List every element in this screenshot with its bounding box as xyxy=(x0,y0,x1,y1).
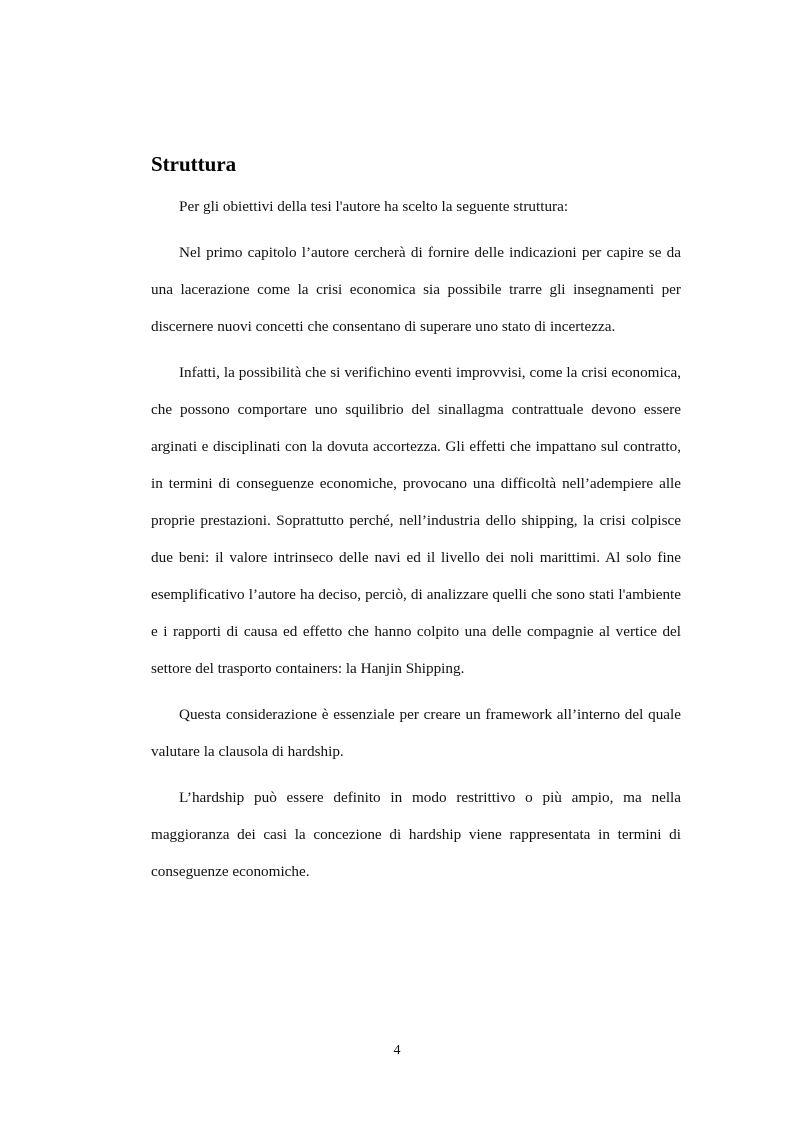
page-number: 4 xyxy=(393,1043,401,1058)
paragraph-first-chapter: Nel primo capitolo l’autore cercherà di fornire delle indicazioni per capire se da una lacerazione come la crisi economica sia possibile trarre gli insegnamenti per discernere nuovi concetti che consentano di superare uno stato di incertezza. xyxy=(151,244,681,335)
body-text xyxy=(151,188,681,890)
paragraph-intro: Per gli obiettivi della tesi l'autore ha scelto la seguente struttura: xyxy=(179,198,569,215)
paragraph-infatti: Infatti, la possibilità che si verifichino eventi improvvisi, come la crisi economica, che possono comportare uno squilibrio del sinallagma contrattuale devono essere arginati e disciplinati con la dovuta accortezza. Gli effetti che impattano sul contratto, in termini di conseguenze economiche, provocano una difficoltà nell’adempiere alle proprie prestazioni. Soprattutto perché, nell’industria dello shipping, la crisi colpisce due beni: il valore intrinseco delle navi ed il livello dei noli marittimi. Al solo fine esemplificativo l’autore ha deciso, perciò, di analizzare quelli che sono stati l'ambiente e i rapporti di causa ed effetto che hanno colpito una delle compagnie al vertice del settore del trasporto containers: la Hanjin Shipping. xyxy=(151,364,681,677)
paragraph-considerazione: Questa considerazione è essenziale per creare un framework all’interno del quale valutare la clausola di hardship. xyxy=(151,706,681,760)
section-heading: Struttura xyxy=(151,152,237,176)
paragraph-hardship: L’hardship può essere definito in modo restrittivo o più ampio, ma nella maggioranza dei casi la concezione di hardship viene rappresentata in termini di conseguenze economiche. xyxy=(151,789,681,880)
